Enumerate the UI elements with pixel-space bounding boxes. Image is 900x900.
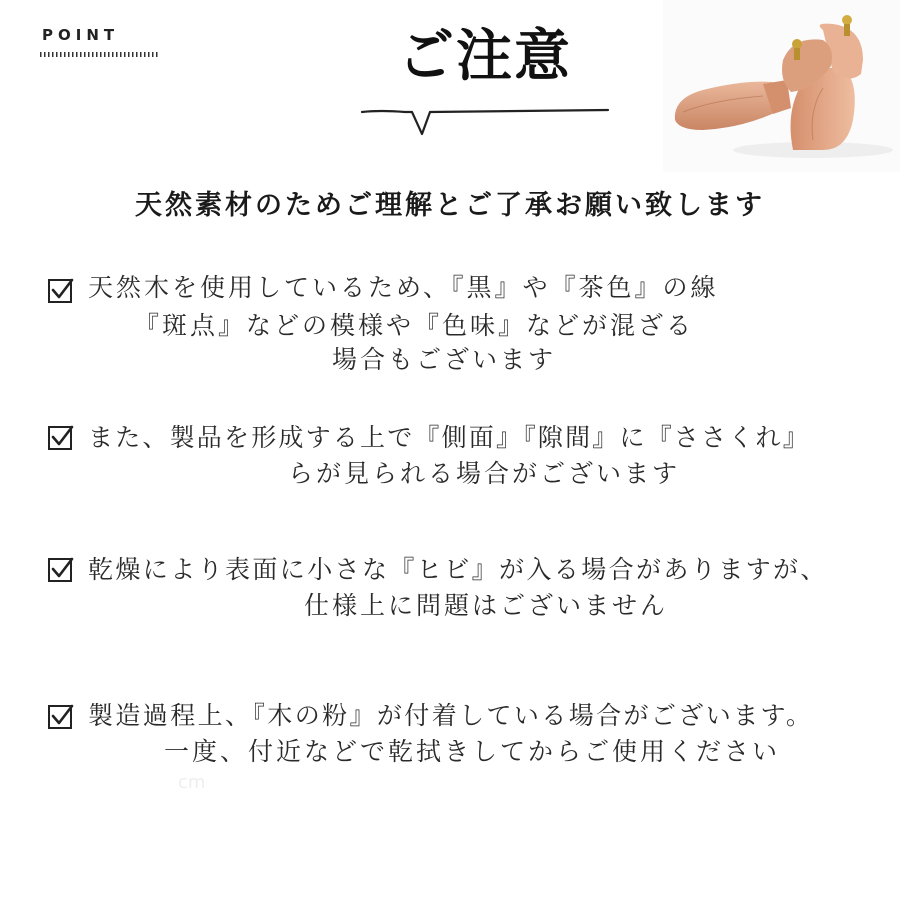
checkbox-checked-icon — [48, 556, 74, 582]
notice-line: 乾燥により表面に小さな『ヒビ』が入る場合がありますが、 — [88, 555, 828, 584]
notice-line: 製造過程上、『木の粉』が付着している場合がございます。 — [88, 701, 814, 730]
subtitle: 天然素材のためご理解とご了承お願い致します — [135, 190, 765, 221]
shoe-tree-image — [663, 0, 900, 172]
notice-line: 天然木を使用しているため、『黒』や『茶色』の線 — [88, 273, 719, 302]
product-photo — [663, 0, 900, 172]
faint-watermark: cm — [178, 772, 206, 793]
notice-line: らが見られる場合がございます — [288, 459, 681, 488]
notice-line: 場合もございます — [332, 345, 557, 374]
page-title: ご注意 — [398, 24, 572, 89]
notice-line: 『斑点』などの模様や『色味』などが混ざる — [134, 311, 695, 340]
notice-line: 仕様上に問題はございません — [304, 591, 669, 620]
checkbox-checked-icon — [48, 424, 74, 450]
checkbox-checked-icon — [48, 703, 74, 729]
speech-bubble-line — [360, 98, 610, 138]
point-label: POINT — [42, 26, 120, 44]
checkbox-checked-icon — [48, 277, 74, 303]
notice-line: 一度、付近などで乾拭きしてからご使用ください — [164, 737, 781, 766]
point-dotted-underline — [40, 52, 158, 57]
notice-line: また、製品を形成する上で『側面』『隙間』に『ささくれ』 — [88, 423, 810, 452]
